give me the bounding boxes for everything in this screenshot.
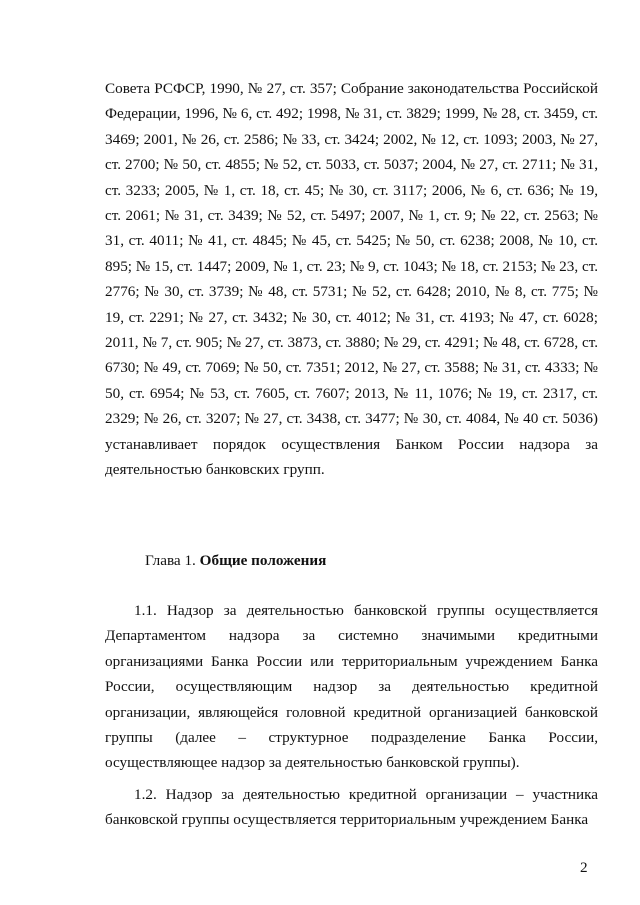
section-1-1-paragraph: 1.1. Надзор за деятельностью банковской группы осуществляется Департаментом надзора за системно значимыми кредитными организациями Банка России или территориальным учреждением Банка России, осуществляющим надзор за деятельностью кредитной организации, являющейся головной кредитной организацией банковской группы (далее – структурное подразделение Банка России, осуществляющее надзор за деятельностью банковской группы). xyxy=(105,602,598,772)
chapter-prefix: Глава 1. xyxy=(145,552,200,569)
chapter-title: Общие положения xyxy=(199,552,327,569)
chapter-heading xyxy=(145,548,326,573)
continuation-paragraph: Совета РСФСР, 1990, № 27, ст. 357; Собрание законодательства Российской Федерации, 1996, № 6, ст. 492; 1998, № 31, ст. 3829; 1999, № 28, ст. 3459, ст. 3469; 2001, № 26, ст. 2586; № 33, ст. 3424; 2002, № 12, ст. 1093; 2003, № 27, ст. 2700; № 50, ст. 4855; № 52, ст. 5033, ст. 5037; 2004, № 27, ст. 2711; № 31, ст. 3233; 2005, № 1, ст. 18, ст. 45; № 30, ст. 3117; 2006, № 6, ст. 636; № 19, ст. 2061; № 31, ст. 3439; № 52, ст. 5497; 2007, № 1, ст. 9; № 22, ст. 2563; № 31, ст. 4011; № 41, ст. 4845; № 45, ст. 5425; № 50, ст. 6238; 2008, № 10, ст. 895; № 15, ст. 1447; 2009, № 1, ст. 23; № 9, ст. 1043; № 18, ст. 2153; № 23, ст. 2776; № 30, ст. 3739; № 48, ст. 5731; № 52, ст. 6428; 2010, № 8, ст. 775; № 19, ст. 2291; № 27, ст. 3432; № 30, ст. 4012; № 31, ст. 4193; № 47, ст. 6028; 2011, № 7, ст. 905; № 27, ст. 3873, ст. 3880; № 29, ст. 4291; № 48, ст. 6728, ст. 6730; № 49, ст. 7069; № 50, ст. 7351; 2012, № 27, ст. 3588; № 31, ст. 4333; № 50, ст. 6954; № 53, ст. 7605, ст. 7607; 2013, № 11, 1076; № 19, ст. 2317, ст. 2329; № 26, ст. 3207; № 27, ст. 3438, ст. 3477; № 30, ст. 4084, № 40 ст. 5036) устанавливает порядок осуществления Банком России надзора за деятельностью банковских групп. xyxy=(105,80,598,479)
section-1-2-paragraph: 1.2. Надзор за деятельностью кредитной организации – участника банковской группы осуществляется территориальным учреждением Банка xyxy=(105,786,598,829)
page-number: 2 xyxy=(580,859,588,876)
